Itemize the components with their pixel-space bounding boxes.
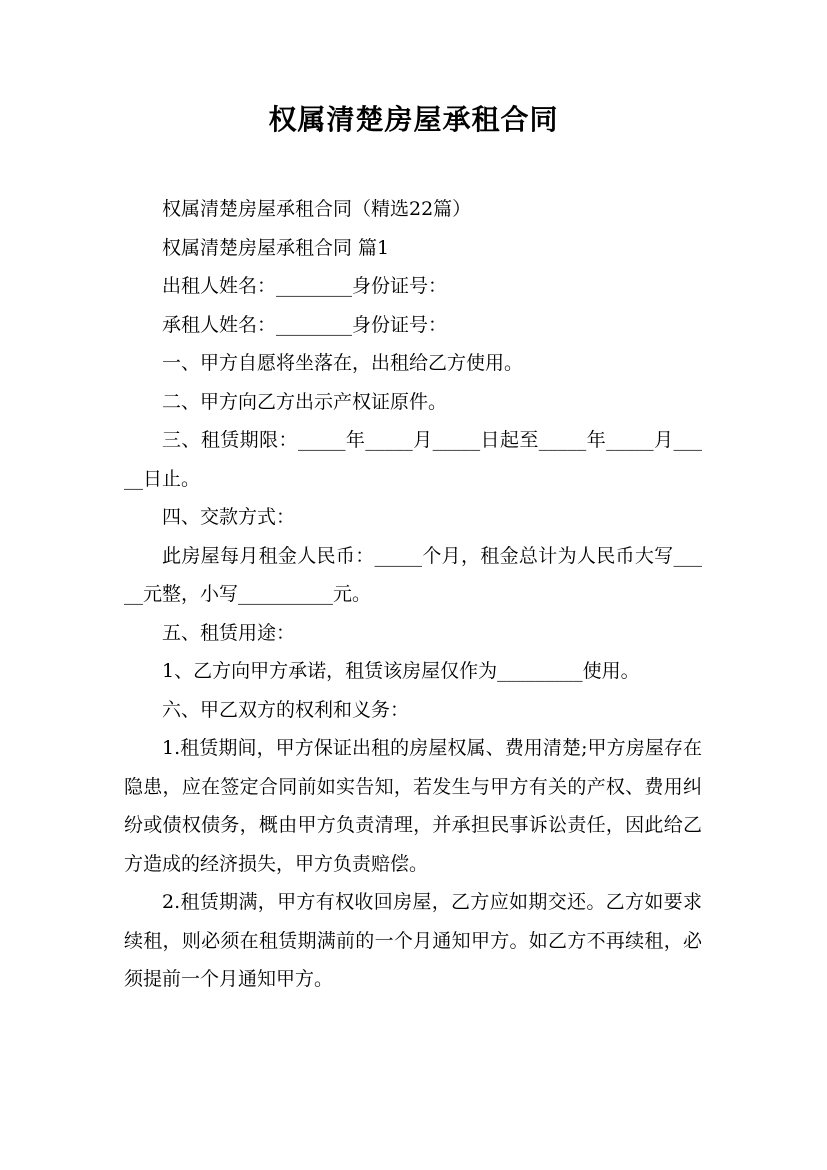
paragraph: 权属清楚房屋承租合同 篇1 bbox=[162, 236, 390, 259]
paragraph: 出租人姓名：________身份证号： bbox=[162, 275, 448, 297]
paragraph: 此房屋每月租金人民币：_____个月，租金总计为人民币大写_____元整，小写__________元。 bbox=[124, 544, 702, 605]
paragraph: 二、甲方向乙方出示产权证原件。 bbox=[162, 390, 448, 413]
paragraph: 三、租赁期限：_____年_____月_____日起至_____年_____月_____日止。 bbox=[124, 429, 702, 490]
paragraph: 1.租赁期间，甲方保证出租的房屋权属、费用清楚;甲方房屋存在隐患，应在签定合同前如实告知，若发生与甲方有关的产权、费用纠纷或债权债务，概由甲方负责清理，并承担民事诉讼责任，因此给乙方造成的经济损失，甲方负责赔偿。 bbox=[124, 737, 702, 875]
paragraph: 五、租赁用途： bbox=[162, 621, 296, 644]
paragraph: 六、甲乙双方的权利和义务： bbox=[162, 698, 410, 721]
paragraph: 四、交款方式： bbox=[162, 506, 296, 528]
document-title: 权属清楚房屋承租合同 bbox=[268, 103, 559, 136]
document-body bbox=[124, 190, 702, 999]
paragraph: 权属清楚房屋承租合同（精选22篇） bbox=[162, 198, 472, 220]
paragraph: 2.租赁期满，甲方有权收回房屋，乙方应如期交还。乙方如要求续租，则必须在租赁期满前的一个月通知甲方。如乙方不再续租，必须提前一个月通知甲方。 bbox=[124, 891, 702, 990]
paragraph: 1、乙方向甲方承诺，租赁该房屋仅作为_________使用。 bbox=[162, 660, 640, 682]
paragraph: 承租人姓名：________身份证号： bbox=[162, 313, 448, 336]
paragraph: 一、甲方自愿将坐落在，出租给乙方使用。 bbox=[162, 352, 524, 374]
